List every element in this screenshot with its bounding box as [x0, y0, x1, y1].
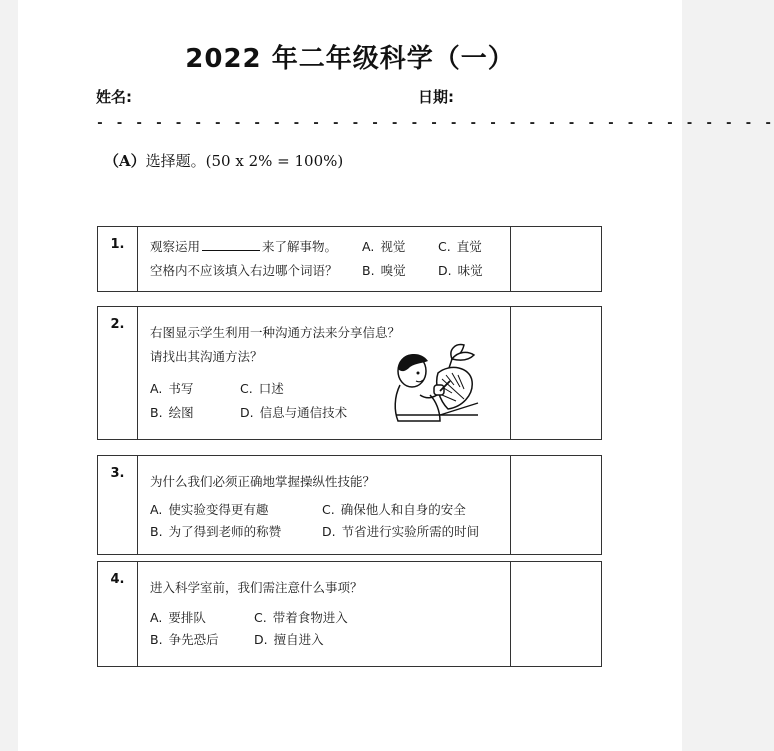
option-b[interactable]	[362, 261, 406, 279]
option-d[interactable]	[438, 261, 483, 279]
question-number: 2.	[98, 307, 138, 439]
option-d[interactable]	[322, 522, 479, 540]
question-text-after-blank: 来了解事物。	[262, 239, 338, 254]
question-number: 1.	[98, 227, 138, 291]
option-letter: B.	[150, 524, 163, 539]
option-letter: B.	[150, 405, 163, 420]
fill-in-blank	[202, 238, 260, 251]
option-a[interactable]	[150, 608, 206, 626]
answer-cell[interactable]	[510, 456, 601, 554]
question-number: 4.	[98, 562, 138, 666]
option-c[interactable]	[240, 379, 284, 397]
option-text: 味觉	[457, 263, 483, 278]
answer-cell[interactable]	[510, 227, 601, 291]
dashed-divider: - - - - - - - - - - - - - - - - - - - - - - - - - - - - - - - - - - -	[96, 116, 774, 131]
question-text-before-blank: 观察运用	[150, 239, 201, 254]
option-text: 为了得到老师的称赞	[168, 524, 282, 539]
option-text: 口述	[258, 381, 284, 396]
option-a[interactable]	[150, 379, 193, 397]
option-c[interactable]	[322, 500, 466, 518]
option-text: 直觉	[456, 239, 482, 254]
option-letter: C.	[240, 381, 253, 396]
question-line: 为什么我们必须正确地掌握操纵性技能？	[150, 474, 376, 489]
option-text: 绘图	[168, 405, 194, 420]
option-letter: B.	[150, 632, 163, 647]
option-a[interactable]	[150, 500, 268, 518]
question-number: 3.	[98, 456, 138, 554]
question-line: 右图显示学生利用一种沟通方法来分享信息？	[150, 325, 401, 340]
question-line	[150, 237, 337, 255]
option-text: 信息与通信技术	[259, 405, 348, 420]
question-line: 空格内不应该填入右边哪个词语？	[150, 263, 338, 278]
question-line: 请找出其沟通方法？	[150, 349, 263, 364]
option-c[interactable]	[254, 608, 348, 626]
section-instruction: 选择题。(50 x 2% = 100%)	[145, 152, 344, 170]
option-letter: D.	[322, 524, 336, 539]
option-text: 要排队	[168, 610, 206, 625]
name-label: 姓名:	[96, 88, 132, 106]
option-text: 嗅觉	[380, 263, 406, 278]
student-drawing-picture-icon	[390, 341, 482, 425]
option-letter: D.	[254, 632, 268, 647]
option-letter: A.	[150, 381, 163, 396]
option-letter: C.	[438, 239, 451, 254]
date-label: 日期:	[418, 88, 454, 106]
option-text: 争先恐后	[168, 632, 219, 647]
option-letter: A.	[150, 610, 163, 625]
option-text: 擅自进入	[273, 632, 324, 647]
question-1-box	[97, 226, 602, 292]
option-d[interactable]	[254, 630, 324, 648]
option-letter: A.	[150, 502, 163, 517]
question-2-box	[97, 306, 602, 440]
option-b[interactable]	[150, 403, 194, 421]
option-text: 使实验变得更有趣	[168, 502, 269, 517]
question-4-box	[97, 561, 602, 667]
answer-cell[interactable]	[510, 307, 601, 439]
option-d[interactable]	[240, 403, 347, 421]
option-a[interactable]	[362, 237, 405, 255]
section-label: （A）	[104, 152, 146, 170]
option-c[interactable]	[438, 237, 482, 255]
page-title: 2022 年二年级科学（一）	[185, 44, 515, 74]
option-text: 节省进行实验所需的时间	[341, 524, 480, 539]
option-letter: D.	[240, 405, 254, 420]
option-text: 确保他人和自身的安全	[340, 502, 466, 517]
option-letter: C.	[322, 502, 335, 517]
option-text: 带着食物进入	[272, 610, 348, 625]
question-3-box	[97, 455, 602, 555]
section-heading	[104, 150, 343, 171]
answer-cell[interactable]	[510, 562, 601, 666]
question-line: 进入科学室前，我们需注意什么事项？	[150, 580, 363, 595]
option-b[interactable]	[150, 522, 281, 540]
option-letter: C.	[254, 610, 267, 625]
option-letter: D.	[438, 263, 452, 278]
option-text: 视觉	[380, 239, 406, 254]
option-letter: A.	[362, 239, 375, 254]
option-b[interactable]	[150, 630, 219, 648]
option-text: 书写	[168, 381, 194, 396]
option-letter: B.	[362, 263, 375, 278]
